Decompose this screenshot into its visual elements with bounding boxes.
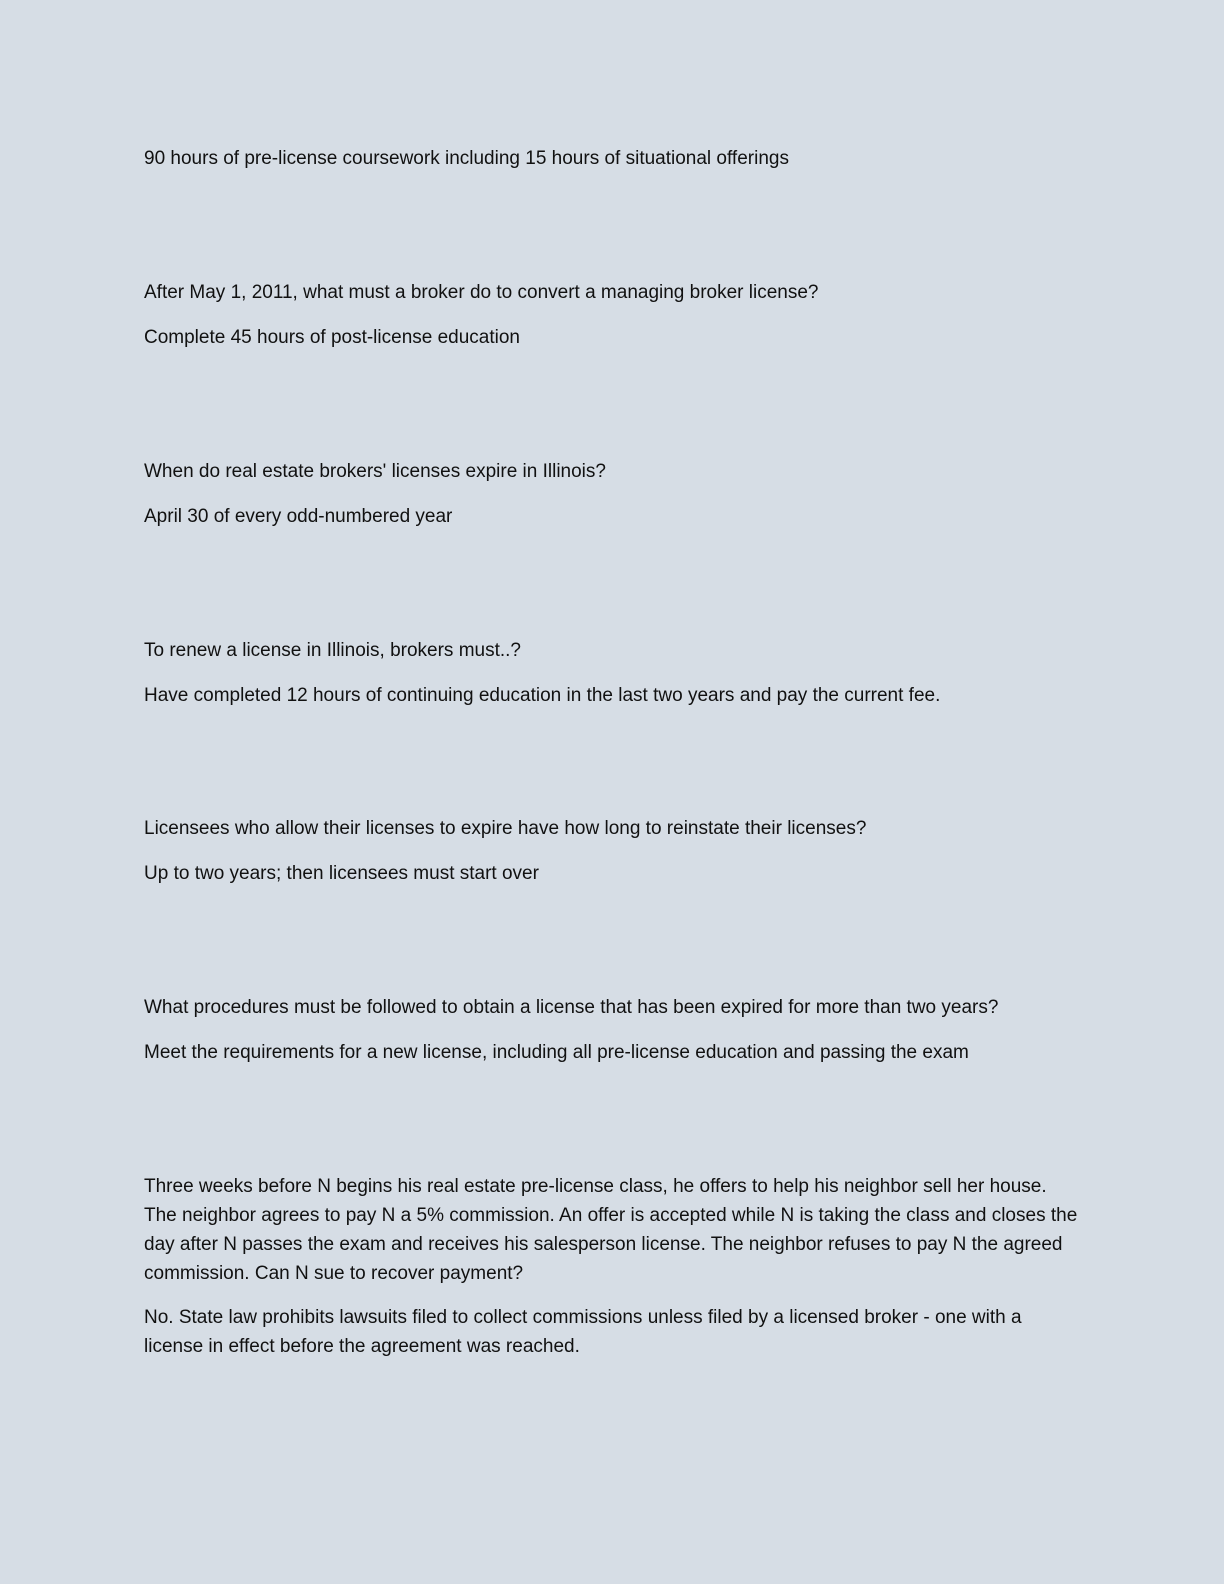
question-text: When do real estate brokers' licenses expire in Illinois? [144, 461, 606, 482]
answer-text: April 30 of every odd-numbered year [144, 506, 453, 527]
question-text: To renew a license in Illinois, brokers must..? [144, 640, 521, 661]
answer-text: Have completed 12 hours of continuing education in the last two years and pay the current fee. [144, 685, 941, 706]
question-text: Licensees who allow their licenses to expire have how long to reinstate their licenses? [144, 818, 867, 839]
question-text: Three weeks before N begins his real estate pre-license class, he offers to help his neighbor sell her house. The neighbor agrees to pay N a 5% commission. An offer is accepted while N is taking the class and closes the day after N passes the exam and receives his salesperson license. The neighbor refuses to pay N the agreed commission. Can N sue to recover payment? [144, 1176, 1078, 1284]
intro-answer-text: 90 hours of pre-license coursework including 15 hours of situational offerings [144, 148, 789, 169]
answer-text: Meet the requirements for a new license, including all pre-license education and passing the exam [144, 1042, 969, 1063]
answer-text: Complete 45 hours of post-license education [144, 327, 521, 348]
answer-text: Up to two years; then licensees must start over [144, 863, 539, 884]
question-text: After May 1, 2011, what must a broker do to convert a managing broker license? [144, 282, 819, 303]
answer-text: No. State law prohibits lawsuits filed to collect commissions unless filed by a licensed broker - one with a license in effect before the agreement was reached. [144, 1307, 1022, 1357]
question-text: What procedures must be followed to obtain a license that has been expired for more than two years? [144, 997, 999, 1018]
